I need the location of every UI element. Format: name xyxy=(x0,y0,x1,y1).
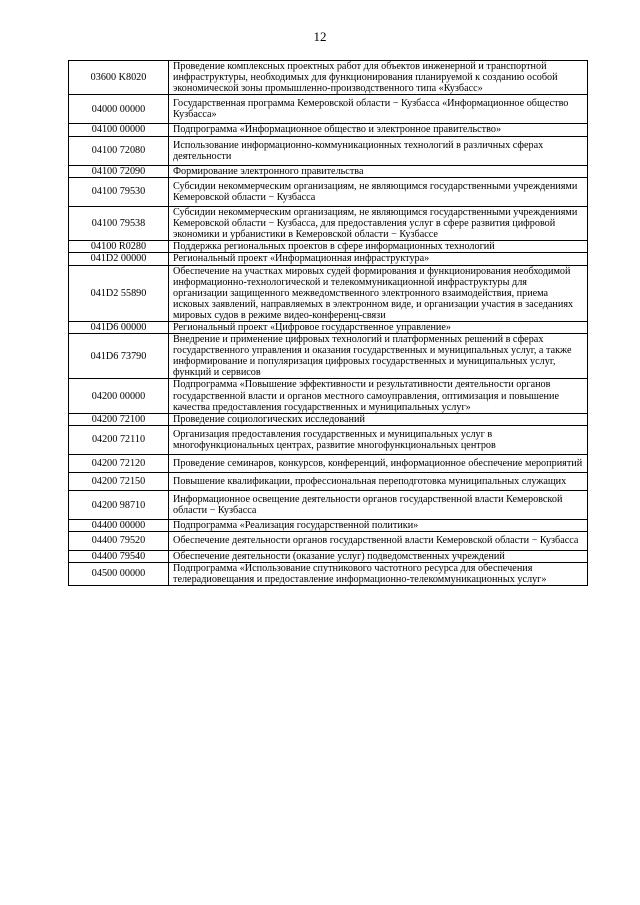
table-row xyxy=(69,532,588,550)
row-name: Подпрограмма «Реализация государственной политики» xyxy=(169,520,588,532)
row-code: 04200 72110 xyxy=(69,425,169,454)
row-code: 04200 98710 xyxy=(69,491,169,520)
table-row xyxy=(69,177,588,206)
table-row xyxy=(69,550,588,562)
row-name: Формирование электронного правительства xyxy=(169,165,588,177)
row-code: 041D2 00000 xyxy=(69,253,169,265)
row-code: 04200 72120 xyxy=(69,455,169,473)
table-row xyxy=(69,334,588,379)
table-row xyxy=(69,520,588,532)
table-row xyxy=(69,473,588,491)
row-code: 04200 72150 xyxy=(69,473,169,491)
row-name: Проведение социологических исследований xyxy=(169,413,588,425)
row-code: 04200 72100 xyxy=(69,413,169,425)
table-row xyxy=(69,413,588,425)
table-row xyxy=(69,241,588,253)
table-row xyxy=(69,253,588,265)
table-row xyxy=(69,165,588,177)
budget-classification-table xyxy=(68,60,588,586)
row-name: Обеспечение деятельности органов государственной власти Кемеровской области − Кузбасса xyxy=(169,532,588,550)
row-name: Обеспечение на участках мировых судей формирования и функционирования необходимой информационно-технологической и телекоммуникационной инфраструктуры для организации защищенного межведомственного электронного взаимодействия, приема исковых заявлений, направляемых в электронном виде, и организации участия в заседаниях мировых судов в режиме видео-конференц-связи xyxy=(169,265,588,321)
row-name: Подпрограмма «Повышение эффективности и результативности деятельности органов государственной власти и органов местного самоуправления, оптимизация и повышение качества предоставления государственных и муниципальных услуг» xyxy=(169,379,588,413)
row-code: 04400 00000 xyxy=(69,520,169,532)
row-code: 04200 00000 xyxy=(69,379,169,413)
row-code: 04100 72080 xyxy=(69,136,169,165)
row-name: Проведение семинаров, конкурсов, конференций, информационное обеспечение мероприятий xyxy=(169,455,588,473)
row-name: Региональный проект «Цифровое государственное управление» xyxy=(169,321,588,333)
row-code: 04100 72090 xyxy=(69,165,169,177)
row-name: Государственная программа Кемеровской области − Кузбасса «Информационное общество Кузбасса» xyxy=(169,95,588,124)
table-row xyxy=(69,136,588,165)
row-name: Субсидии некоммерческим организациям, не являющимся государственными учреждениями Кемеровской области − Кузбасса xyxy=(169,177,588,206)
row-code: 04400 79540 xyxy=(69,550,169,562)
table-row xyxy=(69,425,588,454)
row-code: 041D6 00000 xyxy=(69,321,169,333)
row-name: Информационное освещение деятельности органов государственной власти Кемеровской области − Кузбасса xyxy=(169,491,588,520)
row-name: Организация предоставления государственных и муниципальных услуг в многофункциональных центрах, развитие многофункциональных центров xyxy=(169,425,588,454)
table-row xyxy=(69,562,588,585)
row-code: 04100 R0280 xyxy=(69,241,169,253)
table-row xyxy=(69,207,588,241)
row-code: 041D2 55890 xyxy=(69,265,169,321)
row-name: Региональный проект «Информационная инфраструктура» xyxy=(169,253,588,265)
row-code: 04100 79530 xyxy=(69,177,169,206)
row-name: Поддержка региональных проектов в сфере информационных технологий xyxy=(169,241,588,253)
row-name: Подпрограмма «Использование спутникового частотного ресурса для обеспечения телерадиовещания и предоставление информационно-телекоммуникационных услуг» xyxy=(169,562,588,585)
row-code: 04400 79520 xyxy=(69,532,169,550)
row-code: 04000 00000 xyxy=(69,95,169,124)
table-row xyxy=(69,265,588,321)
table-row xyxy=(69,124,588,136)
table-row xyxy=(69,321,588,333)
row-code: 04100 00000 xyxy=(69,124,169,136)
row-code: 04500 00000 xyxy=(69,562,169,585)
row-name: Обеспечение деятельности (оказание услуг) подведомственных учреждений xyxy=(169,550,588,562)
row-name: Субсидии некоммерческим организациям, не являющимся государственными учреждениями Кемеровской области − Кузбасса, для предоставления услуг в сфере развития цифровой экономики и урбанистики в Кемеровской области − Кузбассе xyxy=(169,207,588,241)
table-row xyxy=(69,455,588,473)
row-name: Проведение комплексных проектных работ для объектов инженерной и транспортной инфраструктуры, необходимых для функционирования планируемой к созданию особой экономической зоны промышленно-производственного типа «Кузбасс» xyxy=(169,61,588,95)
table-row xyxy=(69,491,588,520)
table-row xyxy=(69,95,588,124)
row-name: Повышение квалификации, профессиональная переподготовка муниципальных служащих xyxy=(169,473,588,491)
row-name: Подпрограмма «Информационное общество и электронное правительство» xyxy=(169,124,588,136)
table-row xyxy=(69,379,588,413)
row-code: 04100 79538 xyxy=(69,207,169,241)
row-code: 041D6 73790 xyxy=(69,334,169,379)
page-number: 12 xyxy=(313,29,327,44)
table-row xyxy=(69,61,588,95)
row-code: 03600 K8020 xyxy=(69,61,169,95)
row-name: Внедрение и применение цифровых технологий и платформенных решений в сферах государственного управления и оказания государственных и муниципальных услуг, а также информирование и популяризация цифровых государственных и муниципальных услуг, функций и сервисов xyxy=(169,334,588,379)
row-name: Использование информационно-коммуникационных технологий в различных сферах деятельности xyxy=(169,136,588,165)
